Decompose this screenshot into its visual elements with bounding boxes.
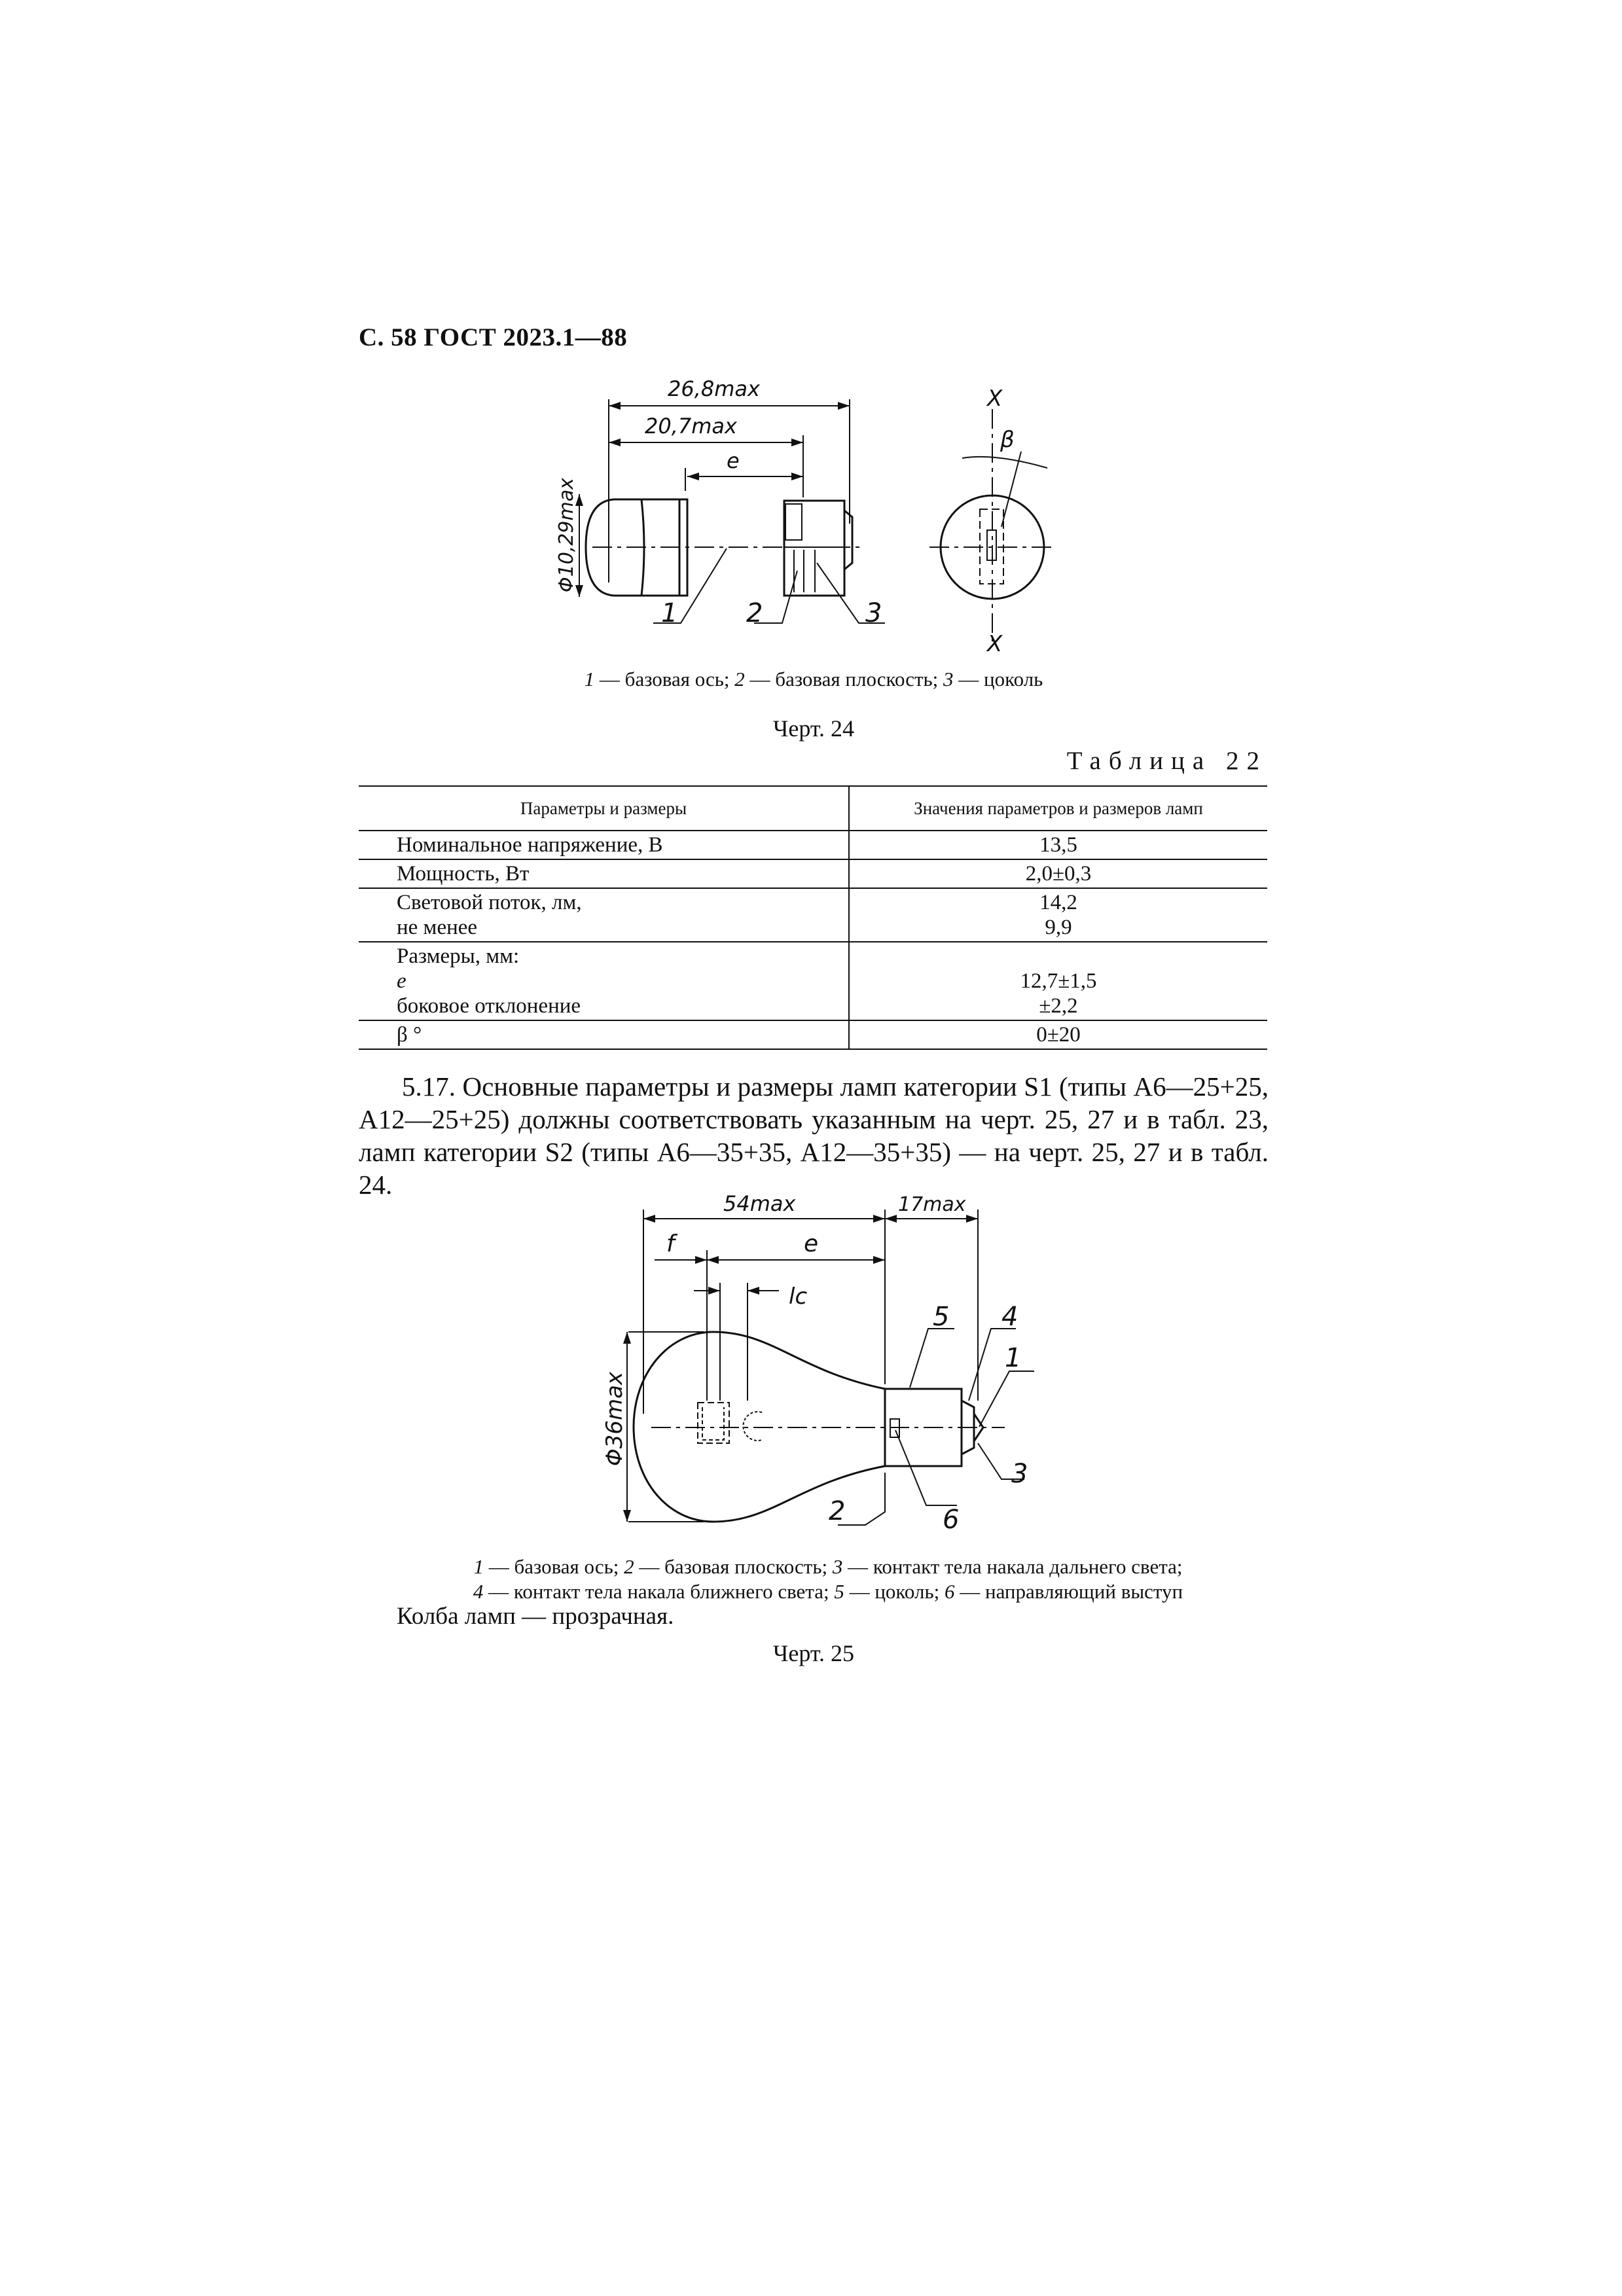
dim-diameter-36: Φ36max xyxy=(602,1371,628,1466)
table22-title: Таблица 22 xyxy=(1066,747,1267,775)
table-row: Мощность, Вт 2,0±0,3 xyxy=(359,859,1267,888)
table-header-values: Значения параметров и размеров ламп xyxy=(849,786,1267,831)
callout-1: 1 xyxy=(661,598,678,628)
bulb-note: Колба ламп — прозрачная. xyxy=(397,1603,674,1630)
fig24-label: Черт. 24 xyxy=(773,715,854,742)
callout-3-fig25: 3 xyxy=(1011,1459,1028,1489)
side-angle-beta: β xyxy=(1000,427,1015,453)
callout-3: 3 xyxy=(865,598,882,628)
dim-54max: 54max xyxy=(723,1191,796,1216)
dim-f: f xyxy=(666,1230,675,1257)
fig24-legend: 1 — базовая ось; 2 — базовая плоскость; 3 — цоколь xyxy=(584,668,1043,691)
table-row: Световой поток, лм, не менее 14,2 9,9 xyxy=(359,888,1267,942)
dim-e25: e xyxy=(804,1230,819,1257)
callout-4-fig25: 4 xyxy=(1001,1302,1018,1332)
dim-26-8max: 26,8max xyxy=(668,376,760,401)
dim-e: e xyxy=(727,448,740,473)
table-row: Размеры, мм: e боковое отклонение 12,7±1,5 ±2,2 xyxy=(359,942,1267,1020)
table-row: β ° 0±20 xyxy=(359,1020,1267,1049)
page-header: С. 58 ГОСТ 2023.1—88 xyxy=(359,323,628,351)
table-header-params: Параметры и размеры xyxy=(359,786,849,831)
side-axis-x-top: X xyxy=(987,386,1003,412)
table-row: Номинальное напряжение, В 13,5 xyxy=(359,831,1267,859)
dim-17max: 17max xyxy=(898,1193,966,1216)
fig25-label: Черт. 25 xyxy=(773,1640,854,1666)
dim-lc: lc xyxy=(789,1283,808,1310)
callout-6-fig25: 6 xyxy=(943,1505,960,1535)
side-axis-x-bottom: X xyxy=(987,631,1003,657)
dim-diameter: Φ10,29max xyxy=(555,478,578,592)
callout-1-fig25: 1 xyxy=(1005,1343,1022,1373)
callout-2: 2 xyxy=(746,598,763,628)
callout-5-fig25: 5 xyxy=(933,1302,950,1332)
fig25-legend: 1 — базовая ось; 2 — базовая плоскость; 3 — контакт тела накала дальнего света; 4 — контакт тела накала ближнего света; 5 — цоколь; 6 — направляющий выступ xyxy=(473,1555,1183,1603)
callout-2-fig25: 2 xyxy=(829,1496,846,1526)
dim-20-7max: 20,7max xyxy=(645,414,737,439)
paragraph-5-17: 5.17. Основные параметры и размеры ламп категории S1 (типы А6—25+25, А12—25+25) должны соответствовать указанным на черт. 25, 27 и в табл. 23, ламп категории S2 (типы А6—35+35, А12—35+35) — на черт. 25, 27 и в табл. 24. xyxy=(359,1071,1269,1200)
